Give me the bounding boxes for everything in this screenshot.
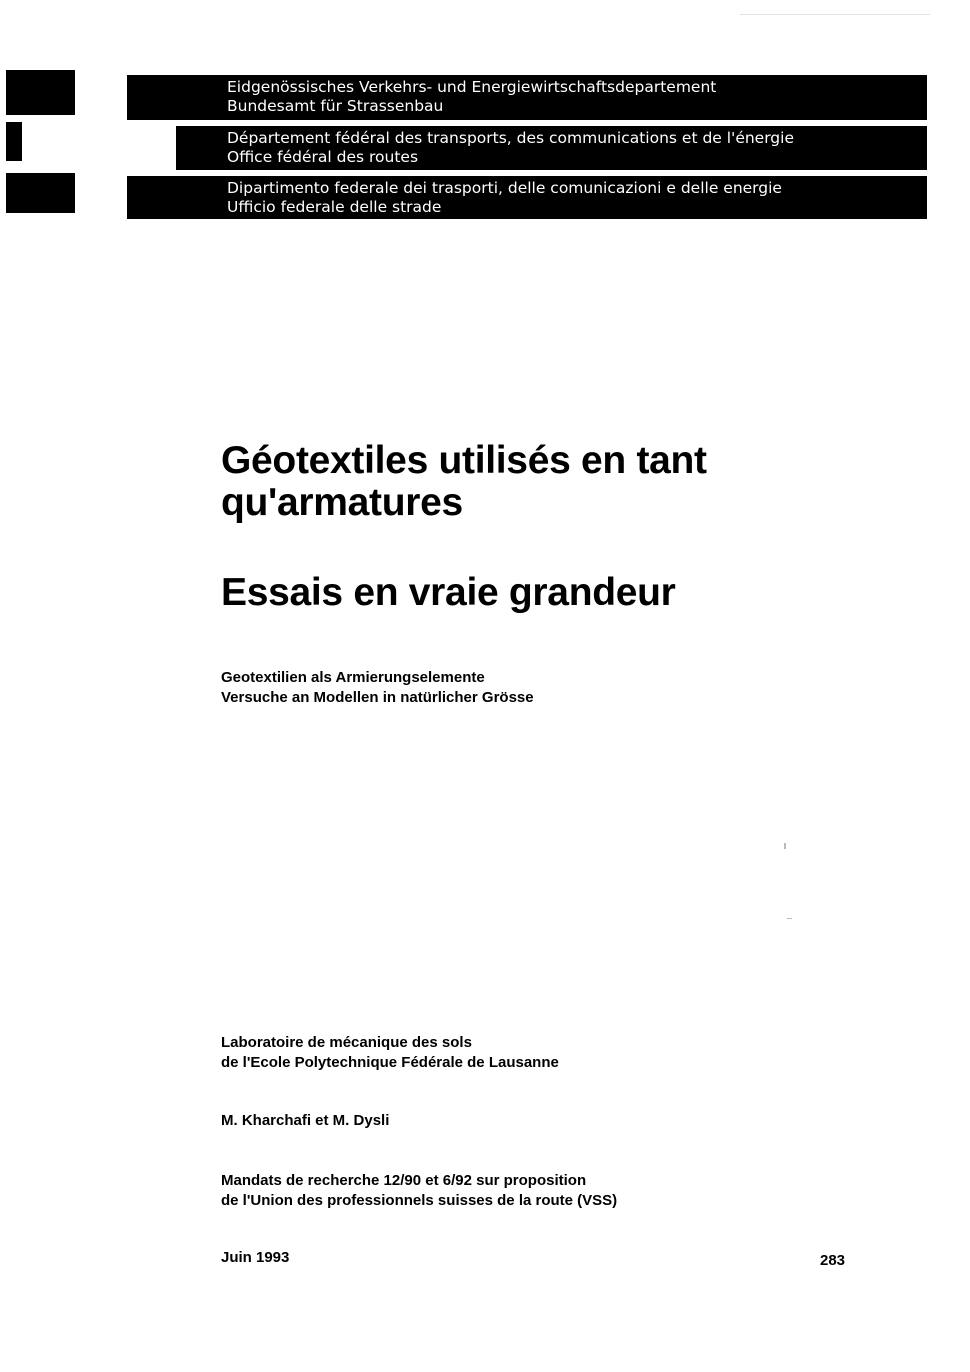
logo-block-middle: [6, 122, 22, 161]
document-subtitle: Essais en vraie grandeur: [221, 571, 676, 614]
header-french-office: Office fédéral des routes: [227, 148, 419, 166]
title-line-2: qu'armatures: [221, 481, 463, 524]
header-italian-department: Dipartimento federale dei trasporti, delle comunicazioni e delle energie: [227, 179, 782, 197]
authors: M. Kharchafi et M. Dysli: [221, 1112, 390, 1129]
header-german-department: Eidgenössisches Verkehrs- und Energiewirtschaftsdepartement: [227, 78, 717, 96]
laboratory: [221, 1033, 559, 1073]
header-band-italian: [127, 176, 927, 219]
publication-date: Juin 1993: [221, 1249, 290, 1266]
header-german-office: Bundesamt für Strassenbau: [227, 97, 444, 115]
mandate-line-2: de l'Union des professionnels suisses de la route (VSS): [221, 1192, 618, 1209]
logo-block-bottom: [6, 173, 75, 213]
logo-block-top: [6, 70, 75, 115]
header-italian-office: Ufficio federale delle strade: [227, 198, 442, 216]
laboratory-line-2: de l'Ecole Polytechnique Fédérale de Lausanne: [221, 1054, 559, 1071]
document-title: [221, 440, 707, 524]
scan-speck: [740, 14, 930, 15]
title-line-1: Géotextiles utilisés en tant: [221, 439, 707, 482]
header-band-german: [127, 75, 927, 120]
header-band-french: [176, 126, 927, 170]
german-title-line-2: Versuche an Modellen in natürlicher Grösse: [221, 689, 534, 706]
page-number: 283: [820, 1252, 846, 1269]
header-french-department: Département fédéral des transports, des communications et de l'énergie: [227, 129, 794, 147]
laboratory-line-1: Laboratoire de mécanique des sols: [221, 1034, 472, 1051]
german-title-line-1: Geotextilien als Armierungselemente: [221, 669, 485, 686]
mandate-line-1: Mandats de recherche 12/90 et 6/92 sur proposition: [221, 1172, 587, 1189]
german-titles: [221, 668, 534, 708]
scan-speck: [784, 843, 786, 849]
scan-speck: [787, 918, 792, 919]
mandate: [221, 1171, 617, 1211]
